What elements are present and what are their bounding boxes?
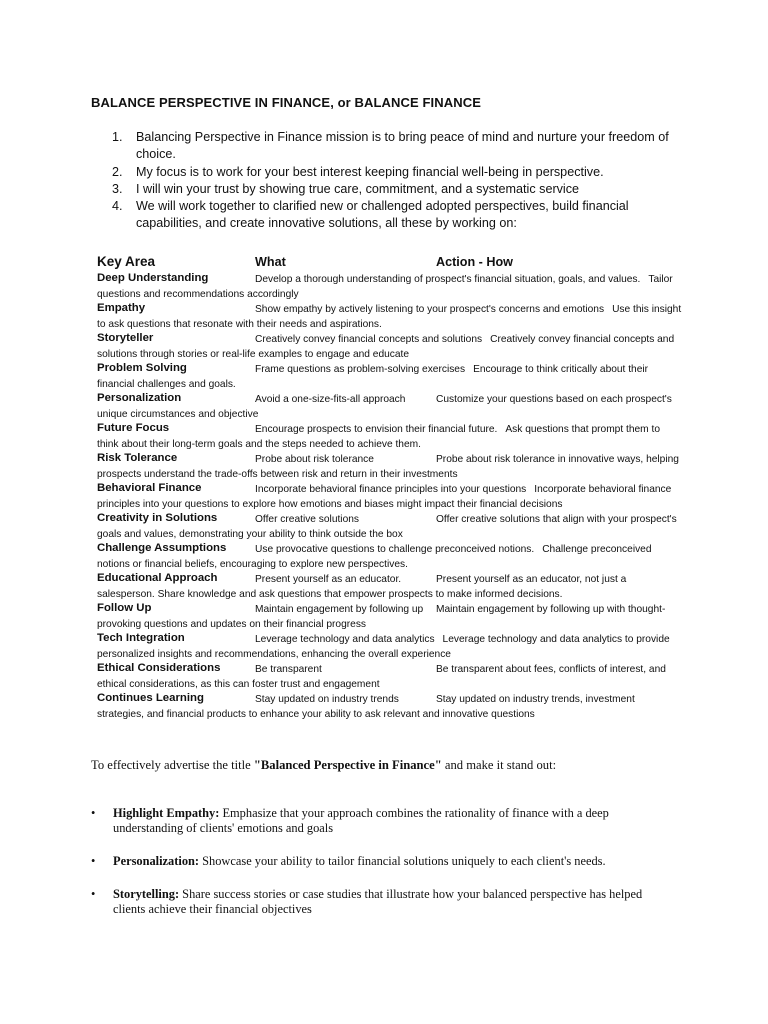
intro-text: We will work together to clarified new or challenged adopted perspectives, build financial capabilities, and create innovative solutions, all these by working on: [136, 199, 629, 231]
what-text: Creatively convey financial concepts and solutions [255, 334, 483, 345]
what-text: Incorporate behavioral finance principles into your questions [255, 484, 527, 495]
key-area-label: Risk Tolerance [97, 452, 178, 464]
what-text: Show empathy by actively listening to your prospect's concerns and emotions [255, 304, 605, 315]
what-text: Maintain engagement by following up [255, 604, 424, 615]
intro-number: 3. [112, 181, 123, 196]
table-row [97, 271, 682, 301]
how-text: Tailor questions and recommendations accordingly [97, 274, 673, 300]
how-text: Maintain engagement by following up with thought-provoking questions and updates on their financial progress [97, 604, 666, 630]
advertise-item [91, 887, 651, 917]
how-text: Incorporate behavioral finance principles into your questions to explore how emotions and biases might impact their financial decisions [97, 484, 672, 510]
intro-number: 2. [112, 164, 123, 179]
table-row [97, 631, 682, 661]
header-key-area: Key Area [97, 254, 156, 269]
advertise-item-label: Highlight Empathy: [113, 806, 220, 820]
advertise-item [91, 854, 651, 869]
how-text: Stay updated on industry trends, investment strategies, and financial products to enhance your ability to ask relevant and innovative questions [97, 694, 635, 720]
what-text: Use provocative questions to challenge preconceived notions. [255, 544, 535, 555]
how-text: Ask questions that prompt them to think about their long-term goals and the steps needed to achieve them. [97, 424, 660, 450]
what-text: Be transparent [255, 664, 322, 675]
how-text: Be transparent about fees, conflicts of interest, and ethical considerations, as this can foster trust and engagement [97, 664, 666, 690]
what-text: Probe about risk tolerance [255, 454, 374, 465]
what-text: Present yourself as an educator. [255, 574, 402, 585]
table-row [97, 331, 682, 361]
table-row [97, 361, 682, 391]
table-row [97, 661, 682, 691]
advertise-intro [91, 758, 556, 773]
how-text: Use this insight to ask questions that resonate with their needs and aspirations. [97, 304, 682, 330]
advertise-intro-highlight: "Balanced Perspective in Finance" [253, 758, 442, 772]
table-row [97, 601, 682, 631]
row-description [97, 452, 682, 482]
key-area-label: Tech Integration [97, 632, 185, 644]
table-row [97, 571, 682, 601]
document-title: BALANCE PERSPECTIVE IN FINANCE, or BALANCE FINANCE [91, 95, 481, 110]
key-area-label: Educational Approach [97, 572, 218, 584]
key-area-label: Creativity in Solutions [97, 512, 218, 524]
what-text: Develop a thorough understanding of prospect's financial situation, goals, and values. [255, 274, 641, 285]
row-description [97, 302, 682, 332]
key-area-label: Empathy [97, 302, 146, 314]
row-description [97, 422, 682, 452]
how-text: Probe about risk tolerance in innovative ways, helping prospects understand the trade-offs between risk and return in their investments [97, 454, 679, 480]
bullet-icon: • [91, 806, 96, 820]
intro-number: 4. [112, 199, 123, 214]
key-area-label: Continues Learning [97, 692, 204, 704]
advertise-item-text: Share success stories or case studies that illustrate how your balanced perspective has helped clients achieve their financial objectives [113, 887, 643, 916]
intro-item [112, 181, 682, 198]
intro-text: I will win your trust by showing true care, commitment, and a systematic service [136, 181, 580, 196]
key-area-label: Deep Understanding [97, 272, 209, 284]
header-what: What [255, 255, 286, 269]
table-row [97, 421, 682, 451]
what-text: Leverage technology and data analytics [255, 634, 435, 645]
key-area-label: Follow Up [97, 602, 152, 614]
intro-item [112, 164, 682, 181]
table-row [97, 391, 682, 421]
intro-text: Balancing Perspective in Finance mission is to bring peace of mind and nurture your freedom of choice. [136, 130, 669, 162]
row-description [97, 602, 682, 632]
table-row [97, 301, 682, 331]
intro-list [112, 129, 682, 233]
bullet-icon: • [91, 854, 96, 868]
key-area-label: Behavioral Finance [97, 482, 202, 494]
bullet-icon: • [91, 887, 96, 901]
what-text: Avoid a one-size-fits-all approach [255, 394, 406, 405]
intro-item [112, 198, 682, 233]
key-area-label: Future Focus [97, 422, 170, 434]
advertise-item-text: Showcase your ability to tailor financial solutions uniquely to each client's needs. [199, 854, 606, 868]
key-area-label: Challenge Assumptions [97, 542, 227, 554]
table-row [97, 481, 682, 511]
what-text: Offer creative solutions [255, 514, 359, 525]
how-text: Creatively convey financial concepts and solutions through stories or real-life examples to engage and educate [97, 334, 675, 360]
how-text: Present yourself as an educator, not just a salesperson. Share knowledge and ask questions that empower prospects to make informed decisions. [97, 574, 627, 600]
advertise-item-label: Storytelling: [113, 887, 180, 901]
key-area-label: Personalization [97, 392, 182, 404]
header-action-how: Action - How [436, 255, 513, 269]
table-row [97, 541, 682, 571]
advertise-list [91, 806, 651, 935]
how-text: Leverage technology and data analytics to provide personalized insights and recommendations, enhancing the overall experience [97, 634, 670, 660]
advertise-intro-suffix: and make it stand out: [441, 758, 557, 772]
key-area-label: Storyteller [97, 332, 154, 344]
what-text: Frame questions as problem-solving exercises [255, 364, 466, 375]
what-text: Encourage prospects to envision their financial future. [255, 424, 498, 435]
key-area-table [97, 271, 682, 721]
table-row [97, 691, 682, 721]
intro-text: My focus is to work for your best interest keeping financial well-being in perspective. [136, 164, 604, 179]
what-text: Stay updated on industry trends [255, 694, 399, 705]
table-row [97, 511, 682, 541]
advertise-item-text: Emphasize that your approach combines the rationality of finance with a deep understanding of clients' emotions and goals [113, 806, 609, 835]
advertise-item [91, 806, 651, 836]
intro-item [112, 129, 682, 164]
table-row [97, 451, 682, 481]
how-text: Offer creative solutions that align with your prospect's goals and values, demonstrating your ability to think outside the box [97, 514, 677, 540]
how-text: Challenge preconceived notions or financial beliefs, encouraging to explore new perspectives. [97, 544, 652, 570]
intro-number: 1. [112, 130, 123, 144]
how-text: Customize your questions based on each prospect's unique circumstances and objective [97, 394, 672, 420]
advertise-item-label: Personalization: [113, 854, 200, 868]
advertise-intro-prefix: To effectively advertise the title [91, 758, 254, 772]
row-description [97, 392, 682, 422]
key-area-label: Problem Solving [97, 362, 187, 374]
key-area-label: Ethical Considerations [97, 662, 221, 674]
row-description [97, 332, 682, 362]
key-area-table-header [97, 254, 677, 272]
how-text: Encourage to think critically about their financial challenges and goals. [97, 364, 649, 390]
